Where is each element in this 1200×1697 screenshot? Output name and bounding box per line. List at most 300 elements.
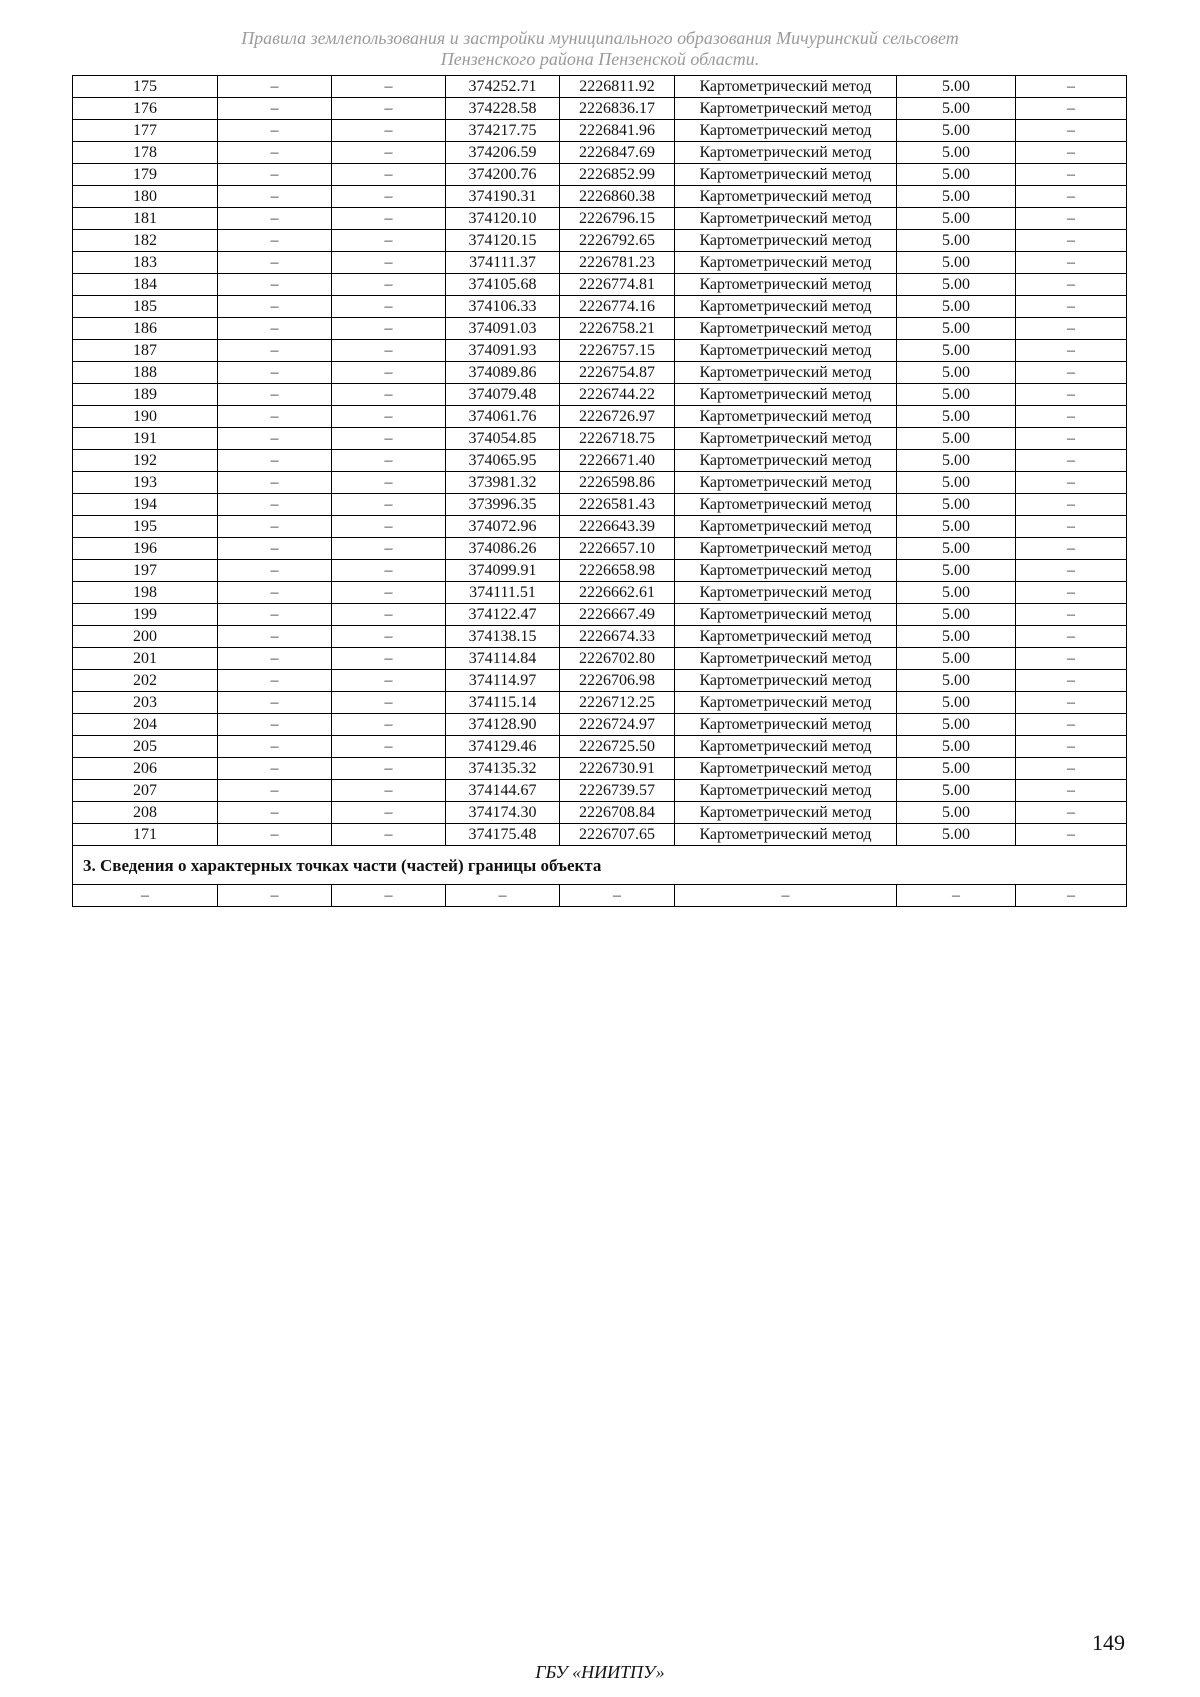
old-x-cell: – [218, 252, 332, 274]
old-y-cell: – [332, 472, 446, 494]
y-cell: 2226744.22 [560, 384, 675, 406]
old-y-cell: – [332, 802, 446, 824]
old-x-cell: – [218, 648, 332, 670]
x-cell: 374120.10 [446, 208, 560, 230]
method-cell: Картометрический метод [675, 824, 897, 846]
old-x-cell: – [218, 736, 332, 758]
old-x-cell: – [218, 780, 332, 802]
old-x-cell: – [218, 98, 332, 120]
old-x-cell: – [218, 428, 332, 450]
table-row [73, 76, 1127, 98]
point-number-cell: 197 [73, 560, 218, 582]
accuracy-cell: 5.00 [897, 648, 1016, 670]
y-cell: 2226811.92 [560, 76, 675, 98]
old-y-cell: – [332, 76, 446, 98]
empty-cell: – [218, 885, 332, 907]
point-number-cell: 194 [73, 494, 218, 516]
method-cell: Картометрический метод [675, 780, 897, 802]
old-y-cell: – [332, 186, 446, 208]
footer-organization: ГБУ «НИИТПУ» [535, 1662, 665, 1682]
y-cell: 2226724.97 [560, 714, 675, 736]
accuracy-cell: 5.00 [897, 472, 1016, 494]
method-cell: Картометрический метод [675, 648, 897, 670]
table-row [73, 362, 1127, 384]
y-cell: 2226847.69 [560, 142, 675, 164]
description-cell: – [1016, 428, 1127, 450]
method-cell: Картометрический метод [675, 450, 897, 472]
method-cell: Картометрический метод [675, 560, 897, 582]
table-row [73, 296, 1127, 318]
method-cell: Картометрический метод [675, 494, 897, 516]
page-number: 149 [1092, 1630, 1125, 1655]
accuracy-cell: 5.00 [897, 604, 1016, 626]
x-cell: 373981.32 [446, 472, 560, 494]
old-x-cell: – [218, 76, 332, 98]
method-cell: Картометрический метод [675, 670, 897, 692]
old-x-cell: – [218, 384, 332, 406]
old-y-cell: – [332, 604, 446, 626]
x-cell: 374091.03 [446, 318, 560, 340]
running-header-line1: Правила землепользования и застройки муниципального образования Мичуринский сельсовет [241, 28, 959, 48]
x-cell: 374252.71 [446, 76, 560, 98]
description-cell: – [1016, 252, 1127, 274]
method-cell: Картометрический метод [675, 802, 897, 824]
y-cell: 2226758.21 [560, 318, 675, 340]
x-cell: 374111.37 [446, 252, 560, 274]
table-row [73, 802, 1127, 824]
old-x-cell: – [218, 758, 332, 780]
table-row [73, 472, 1127, 494]
old-y-cell: – [332, 670, 446, 692]
y-cell: 2226658.98 [560, 560, 675, 582]
accuracy-cell: 5.00 [897, 98, 1016, 120]
accuracy-cell: 5.00 [897, 208, 1016, 230]
table-row [73, 780, 1127, 802]
point-number-cell: 191 [73, 428, 218, 450]
point-number-cell: 192 [73, 450, 218, 472]
description-cell: – [1016, 472, 1127, 494]
y-cell: 2226707.65 [560, 824, 675, 846]
section-heading: 3. Сведения о характерных точках части (частей) границы объекта [73, 846, 1127, 885]
y-cell: 2226774.81 [560, 274, 675, 296]
point-number-cell: 207 [73, 780, 218, 802]
description-cell: – [1016, 626, 1127, 648]
table-row [73, 406, 1127, 428]
method-cell: Картометрический метод [675, 692, 897, 714]
x-cell: 374061.76 [446, 406, 560, 428]
method-cell: Картометрический метод [675, 736, 897, 758]
empty-cell: – [897, 885, 1016, 907]
accuracy-cell: 5.00 [897, 142, 1016, 164]
table-row [73, 885, 1127, 907]
point-number-cell: 175 [73, 76, 218, 98]
accuracy-cell: 5.00 [897, 516, 1016, 538]
x-cell: 374091.93 [446, 340, 560, 362]
x-cell: 374079.48 [446, 384, 560, 406]
y-cell: 2226852.99 [560, 164, 675, 186]
x-cell: 374099.91 [446, 560, 560, 582]
accuracy-cell: 5.00 [897, 274, 1016, 296]
y-cell: 2226757.15 [560, 340, 675, 362]
y-cell: 2226598.86 [560, 472, 675, 494]
y-cell: 2226739.57 [560, 780, 675, 802]
x-cell: 374114.84 [446, 648, 560, 670]
old-y-cell: – [332, 340, 446, 362]
table-row [73, 428, 1127, 450]
description-cell: – [1016, 76, 1127, 98]
old-x-cell: – [218, 208, 332, 230]
point-number-cell: 208 [73, 802, 218, 824]
method-cell: Картометрический метод [675, 186, 897, 208]
y-cell: 2226702.80 [560, 648, 675, 670]
table-row [73, 736, 1127, 758]
point-number-cell: 195 [73, 516, 218, 538]
point-number-cell: 199 [73, 604, 218, 626]
description-cell: – [1016, 604, 1127, 626]
old-x-cell: – [218, 560, 332, 582]
old-y-cell: – [332, 406, 446, 428]
y-cell: 2226726.97 [560, 406, 675, 428]
accuracy-cell: 5.00 [897, 384, 1016, 406]
table-row [73, 274, 1127, 296]
method-cell: Картометрический метод [675, 340, 897, 362]
table-row [73, 538, 1127, 560]
x-cell: 374129.46 [446, 736, 560, 758]
accuracy-cell: 5.00 [897, 538, 1016, 560]
accuracy-cell: 5.00 [897, 76, 1016, 98]
old-y-cell: – [332, 626, 446, 648]
old-x-cell: – [218, 516, 332, 538]
old-x-cell: – [218, 714, 332, 736]
y-cell: 2226706.98 [560, 670, 675, 692]
old-y-cell: – [332, 780, 446, 802]
accuracy-cell: 5.00 [897, 824, 1016, 846]
point-number-cell: 200 [73, 626, 218, 648]
empty-cell: – [560, 885, 675, 907]
description-cell: – [1016, 142, 1127, 164]
description-cell: – [1016, 450, 1127, 472]
method-cell: Картометрический метод [675, 76, 897, 98]
old-x-cell: – [218, 142, 332, 164]
old-y-cell: – [332, 296, 446, 318]
x-cell: 374128.90 [446, 714, 560, 736]
table-row [73, 142, 1127, 164]
table-row [73, 384, 1127, 406]
x-cell: 374106.33 [446, 296, 560, 318]
accuracy-cell: 5.00 [897, 428, 1016, 450]
description-cell: – [1016, 648, 1127, 670]
point-number-cell: 202 [73, 670, 218, 692]
description-cell: – [1016, 208, 1127, 230]
x-cell: 374217.75 [446, 120, 560, 142]
method-cell: Картометрический метод [675, 406, 897, 428]
method-cell: Картометрический метод [675, 274, 897, 296]
y-cell: 2226841.96 [560, 120, 675, 142]
empty-cell: – [675, 885, 897, 907]
accuracy-cell: 5.00 [897, 802, 1016, 824]
accuracy-cell: 5.00 [897, 120, 1016, 142]
table-row [73, 516, 1127, 538]
description-cell: – [1016, 582, 1127, 604]
old-y-cell: – [332, 274, 446, 296]
point-number-cell: 196 [73, 538, 218, 560]
x-cell: 374144.67 [446, 780, 560, 802]
old-y-cell: – [332, 758, 446, 780]
table-row [73, 648, 1127, 670]
table-row [73, 252, 1127, 274]
x-cell: 374190.31 [446, 186, 560, 208]
point-number-cell: 184 [73, 274, 218, 296]
x-cell: 374086.26 [446, 538, 560, 560]
point-number-cell: 180 [73, 186, 218, 208]
description-cell: – [1016, 494, 1127, 516]
table-row [73, 670, 1127, 692]
point-number-cell: 190 [73, 406, 218, 428]
method-cell: Картометрический метод [675, 362, 897, 384]
old-y-cell: – [332, 538, 446, 560]
accuracy-cell: 5.00 [897, 494, 1016, 516]
y-cell: 2226796.15 [560, 208, 675, 230]
y-cell: 2226754.87 [560, 362, 675, 384]
y-cell: 2226730.91 [560, 758, 675, 780]
table-row [73, 824, 1127, 846]
x-cell: 374065.95 [446, 450, 560, 472]
old-y-cell: – [332, 516, 446, 538]
point-number-cell: 182 [73, 230, 218, 252]
y-cell: 2226725.50 [560, 736, 675, 758]
point-number-cell: 177 [73, 120, 218, 142]
y-cell: 2226662.61 [560, 582, 675, 604]
old-y-cell: – [332, 142, 446, 164]
accuracy-cell: 5.00 [897, 780, 1016, 802]
description-cell: – [1016, 406, 1127, 428]
old-y-cell: – [332, 582, 446, 604]
x-cell: 374122.47 [446, 604, 560, 626]
x-cell: 374114.97 [446, 670, 560, 692]
description-cell: – [1016, 384, 1127, 406]
method-cell: Картометрический метод [675, 318, 897, 340]
x-cell: 374135.32 [446, 758, 560, 780]
table-row [73, 758, 1127, 780]
y-cell: 2226708.84 [560, 802, 675, 824]
description-cell: – [1016, 780, 1127, 802]
accuracy-cell: 5.00 [897, 186, 1016, 208]
point-number-cell: 206 [73, 758, 218, 780]
x-cell: 374105.68 [446, 274, 560, 296]
accuracy-cell: 5.00 [897, 296, 1016, 318]
table-row [73, 692, 1127, 714]
old-y-cell: – [332, 252, 446, 274]
point-number-cell: 183 [73, 252, 218, 274]
x-cell: 373996.35 [446, 494, 560, 516]
table-row [73, 186, 1127, 208]
description-cell: – [1016, 274, 1127, 296]
method-cell: Картометрический метод [675, 582, 897, 604]
table-row [73, 98, 1127, 120]
y-cell: 2226712.25 [560, 692, 675, 714]
old-x-cell: – [218, 164, 332, 186]
old-x-cell: – [218, 362, 332, 384]
boundary-points-table [72, 75, 1127, 907]
y-cell: 2226774.16 [560, 296, 675, 318]
accuracy-cell: 5.00 [897, 670, 1016, 692]
y-cell: 2226581.43 [560, 494, 675, 516]
point-number-cell: 186 [73, 318, 218, 340]
x-cell: 374228.58 [446, 98, 560, 120]
y-cell: 2226674.33 [560, 626, 675, 648]
method-cell: Картометрический метод [675, 384, 897, 406]
method-cell: Картометрический метод [675, 472, 897, 494]
point-number-cell: 201 [73, 648, 218, 670]
x-cell: 374206.59 [446, 142, 560, 164]
table-row [73, 604, 1127, 626]
old-x-cell: – [218, 670, 332, 692]
old-y-cell: – [332, 714, 446, 736]
description-cell: – [1016, 824, 1127, 846]
old-x-cell: – [218, 582, 332, 604]
table-row [73, 450, 1127, 472]
old-x-cell: – [218, 274, 332, 296]
method-cell: Картометрический метод [675, 538, 897, 560]
table-body [73, 76, 1127, 907]
old-y-cell: – [332, 230, 446, 252]
accuracy-cell: 5.00 [897, 736, 1016, 758]
old-x-cell: – [218, 802, 332, 824]
table-row [73, 120, 1127, 142]
description-cell: – [1016, 560, 1127, 582]
old-y-cell: – [332, 98, 446, 120]
y-cell: 2226792.65 [560, 230, 675, 252]
accuracy-cell: 5.00 [897, 164, 1016, 186]
point-number-cell: 171 [73, 824, 218, 846]
old-x-cell: – [218, 406, 332, 428]
point-number-cell: 178 [73, 142, 218, 164]
method-cell: Картометрический метод [675, 604, 897, 626]
method-cell: Картометрический метод [675, 230, 897, 252]
old-y-cell: – [332, 164, 446, 186]
description-cell: – [1016, 758, 1127, 780]
point-number-cell: 203 [73, 692, 218, 714]
accuracy-cell: 5.00 [897, 714, 1016, 736]
old-x-cell: – [218, 604, 332, 626]
accuracy-cell: 5.00 [897, 582, 1016, 604]
description-cell: – [1016, 538, 1127, 560]
old-x-cell: – [218, 450, 332, 472]
point-number-cell: 205 [73, 736, 218, 758]
x-cell: 374138.15 [446, 626, 560, 648]
old-y-cell: – [332, 120, 446, 142]
accuracy-cell: 5.00 [897, 230, 1016, 252]
old-x-cell: – [218, 296, 332, 318]
description-cell: – [1016, 736, 1127, 758]
x-cell: 374175.48 [446, 824, 560, 846]
method-cell: Картометрический метод [675, 142, 897, 164]
x-cell: 374089.86 [446, 362, 560, 384]
point-number-cell: 193 [73, 472, 218, 494]
point-number-cell: 185 [73, 296, 218, 318]
accuracy-cell: 5.00 [897, 626, 1016, 648]
method-cell: Картометрический метод [675, 428, 897, 450]
empty-cell: – [332, 885, 446, 907]
point-number-cell: 189 [73, 384, 218, 406]
method-cell: Картометрический метод [675, 164, 897, 186]
empty-cell: – [446, 885, 560, 907]
y-cell: 2226657.10 [560, 538, 675, 560]
table-row [73, 208, 1127, 230]
point-number-cell: 188 [73, 362, 218, 384]
old-x-cell: – [218, 692, 332, 714]
x-cell: 374200.76 [446, 164, 560, 186]
empty-cell: – [73, 885, 218, 907]
accuracy-cell: 5.00 [897, 758, 1016, 780]
description-cell: – [1016, 362, 1127, 384]
y-cell: 2226860.38 [560, 186, 675, 208]
y-cell: 2226643.39 [560, 516, 675, 538]
accuracy-cell: 5.00 [897, 692, 1016, 714]
old-y-cell: – [332, 362, 446, 384]
description-cell: – [1016, 230, 1127, 252]
description-cell: – [1016, 714, 1127, 736]
accuracy-cell: 5.00 [897, 340, 1016, 362]
old-x-cell: – [218, 120, 332, 142]
table-row [73, 340, 1127, 362]
x-cell: 374120.15 [446, 230, 560, 252]
method-cell: Картометрический метод [675, 714, 897, 736]
accuracy-cell: 5.00 [897, 560, 1016, 582]
x-cell: 374115.14 [446, 692, 560, 714]
y-cell: 2226718.75 [560, 428, 675, 450]
old-y-cell: – [332, 560, 446, 582]
description-cell: – [1016, 186, 1127, 208]
old-x-cell: – [218, 494, 332, 516]
accuracy-cell: 5.00 [897, 450, 1016, 472]
y-cell: 2226836.17 [560, 98, 675, 120]
description-cell: – [1016, 318, 1127, 340]
y-cell: 2226667.49 [560, 604, 675, 626]
x-cell: 374054.85 [446, 428, 560, 450]
running-header-line2: Пензенского района Пензенской области. [440, 49, 760, 69]
x-cell: 374111.51 [446, 582, 560, 604]
old-x-cell: – [218, 626, 332, 648]
method-cell: Картометрический метод [675, 98, 897, 120]
empty-cell: – [1016, 885, 1127, 907]
table-row [73, 494, 1127, 516]
old-x-cell: – [218, 186, 332, 208]
method-cell: Картометрический метод [675, 252, 897, 274]
point-number-cell: 198 [73, 582, 218, 604]
old-y-cell: – [332, 824, 446, 846]
description-cell: – [1016, 98, 1127, 120]
method-cell: Картометрический метод [675, 758, 897, 780]
x-cell: 374072.96 [446, 516, 560, 538]
old-y-cell: – [332, 736, 446, 758]
table-row [73, 560, 1127, 582]
description-cell: – [1016, 802, 1127, 824]
table-row [73, 318, 1127, 340]
description-cell: – [1016, 120, 1127, 142]
old-x-cell: – [218, 340, 332, 362]
x-cell: 374174.30 [446, 802, 560, 824]
accuracy-cell: 5.00 [897, 362, 1016, 384]
old-x-cell: – [218, 230, 332, 252]
point-number-cell: 181 [73, 208, 218, 230]
old-x-cell: – [218, 538, 332, 560]
old-y-cell: – [332, 450, 446, 472]
method-cell: Картометрический метод [675, 208, 897, 230]
y-cell: 2226671.40 [560, 450, 675, 472]
table-row [73, 626, 1127, 648]
old-y-cell: – [332, 692, 446, 714]
